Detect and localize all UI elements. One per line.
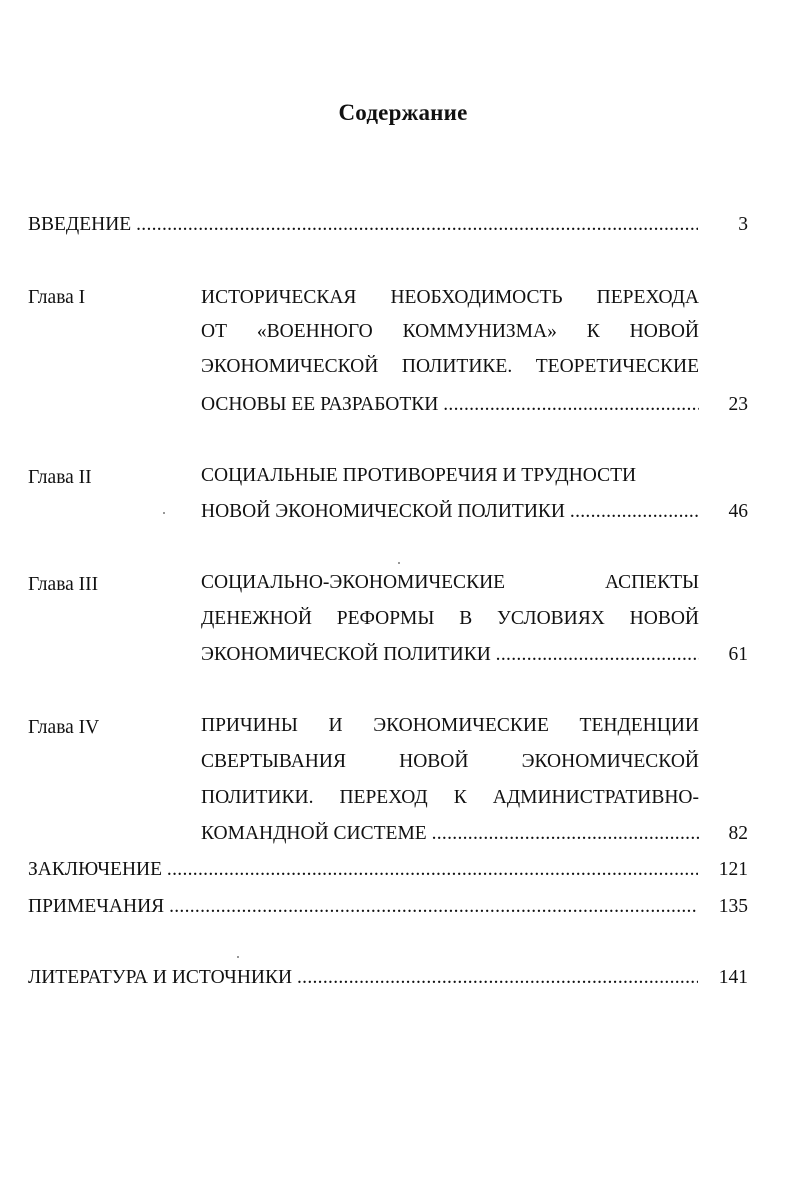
toc-entry-label: ПРИМЕЧАНИЯ <box>28 896 165 917</box>
toc-page-number: 135 <box>718 896 748 917</box>
scan-speck <box>237 956 239 958</box>
toc-page-number: 46 <box>728 501 748 522</box>
toc-entry-literature <box>28 966 698 990</box>
toc-entry-label: ЗАКЛЮЧЕНИЕ <box>28 859 163 880</box>
chapter-title-line: ИСТОРИЧЕСКАЯ НЕОБХОДИМОСТЬ ПЕРЕХОДА <box>201 287 699 308</box>
toc-entry-label: ЛИТЕРАТУРА И ИСТОЧНИКИ <box>28 967 293 988</box>
chapter-title-line: ПОЛИТИКИ. ПЕРЕХОД К АДМИНИСТРАТИВНО- <box>201 787 699 808</box>
toc-page-number: 141 <box>718 967 748 988</box>
chapter-title-line: ОТ «ВОЕННОГО КОММУНИЗМА» К НОВОЙ <box>201 321 699 342</box>
chapter-title-line <box>201 643 699 667</box>
toc-entry-notes <box>28 895 698 919</box>
chapter-label: Глава III <box>28 574 99 595</box>
scan-speck <box>398 562 400 564</box>
toc-page-number: 23 <box>728 394 748 415</box>
toc-page-number: 121 <box>718 859 748 880</box>
toc-entry-conclusion <box>28 858 698 882</box>
chapter-label: Глава IV <box>28 717 100 738</box>
chapter-title-line <box>201 393 699 417</box>
toc-entry-label: ВВЕДЕНИЕ <box>28 214 132 235</box>
toc-page-number: 3 <box>738 214 748 235</box>
chapter-title-line-text: ЭКОНОМИЧЕСКОЙ ПОЛИТИКИ <box>201 644 491 665</box>
chapter-title-line: СОЦИАЛЬНЫЕ ПРОТИВОРЕЧИЯ И ТРУДНОСТИ <box>201 465 637 486</box>
chapter-title-line-text: КОМАНДНОЙ СИСТЕМЕ <box>201 823 427 844</box>
chapter-title-line-text: НОВОЙ ЭКОНОМИЧЕСКОЙ ПОЛИТИКИ <box>201 501 566 522</box>
chapter-label: Глава II <box>28 467 92 488</box>
toc-page-number: 82 <box>728 823 748 844</box>
chapter-title-line: СОЦИАЛЬНО-ЭКОНОМИЧЕСКИЕ АСПЕКТЫ <box>201 572 699 593</box>
toc-page-number: 61 <box>728 644 748 665</box>
chapter-title-line: ДЕНЕЖНОЙ РЕФОРМЫ В УСЛОВИЯХ НОВОЙ <box>201 608 699 629</box>
toc-entry-intro <box>28 213 698 237</box>
scan-speck <box>163 512 165 514</box>
chapter-label: Глава I <box>28 287 86 308</box>
chapter-title-line: ПРИЧИНЫ И ЭКОНОМИЧЕСКИЕ ТЕНДЕНЦИИ <box>201 715 699 736</box>
chapter-title-line <box>201 822 699 846</box>
chapter-title-line: ЭКОНОМИЧЕСКОЙ ПОЛИТИКЕ. ТЕОРЕТИЧЕСКИЕ <box>201 356 699 377</box>
chapter-title-line-text: ОСНОВЫ ЕЕ РАЗРАБОТКИ <box>201 394 439 415</box>
chapter-title-line: СВЕРТЫВАНИЯ НОВОЙ ЭКОНОМИЧЕСКОЙ <box>201 751 699 772</box>
page-title: Содержание <box>338 100 468 125</box>
chapter-title-line <box>201 500 699 524</box>
